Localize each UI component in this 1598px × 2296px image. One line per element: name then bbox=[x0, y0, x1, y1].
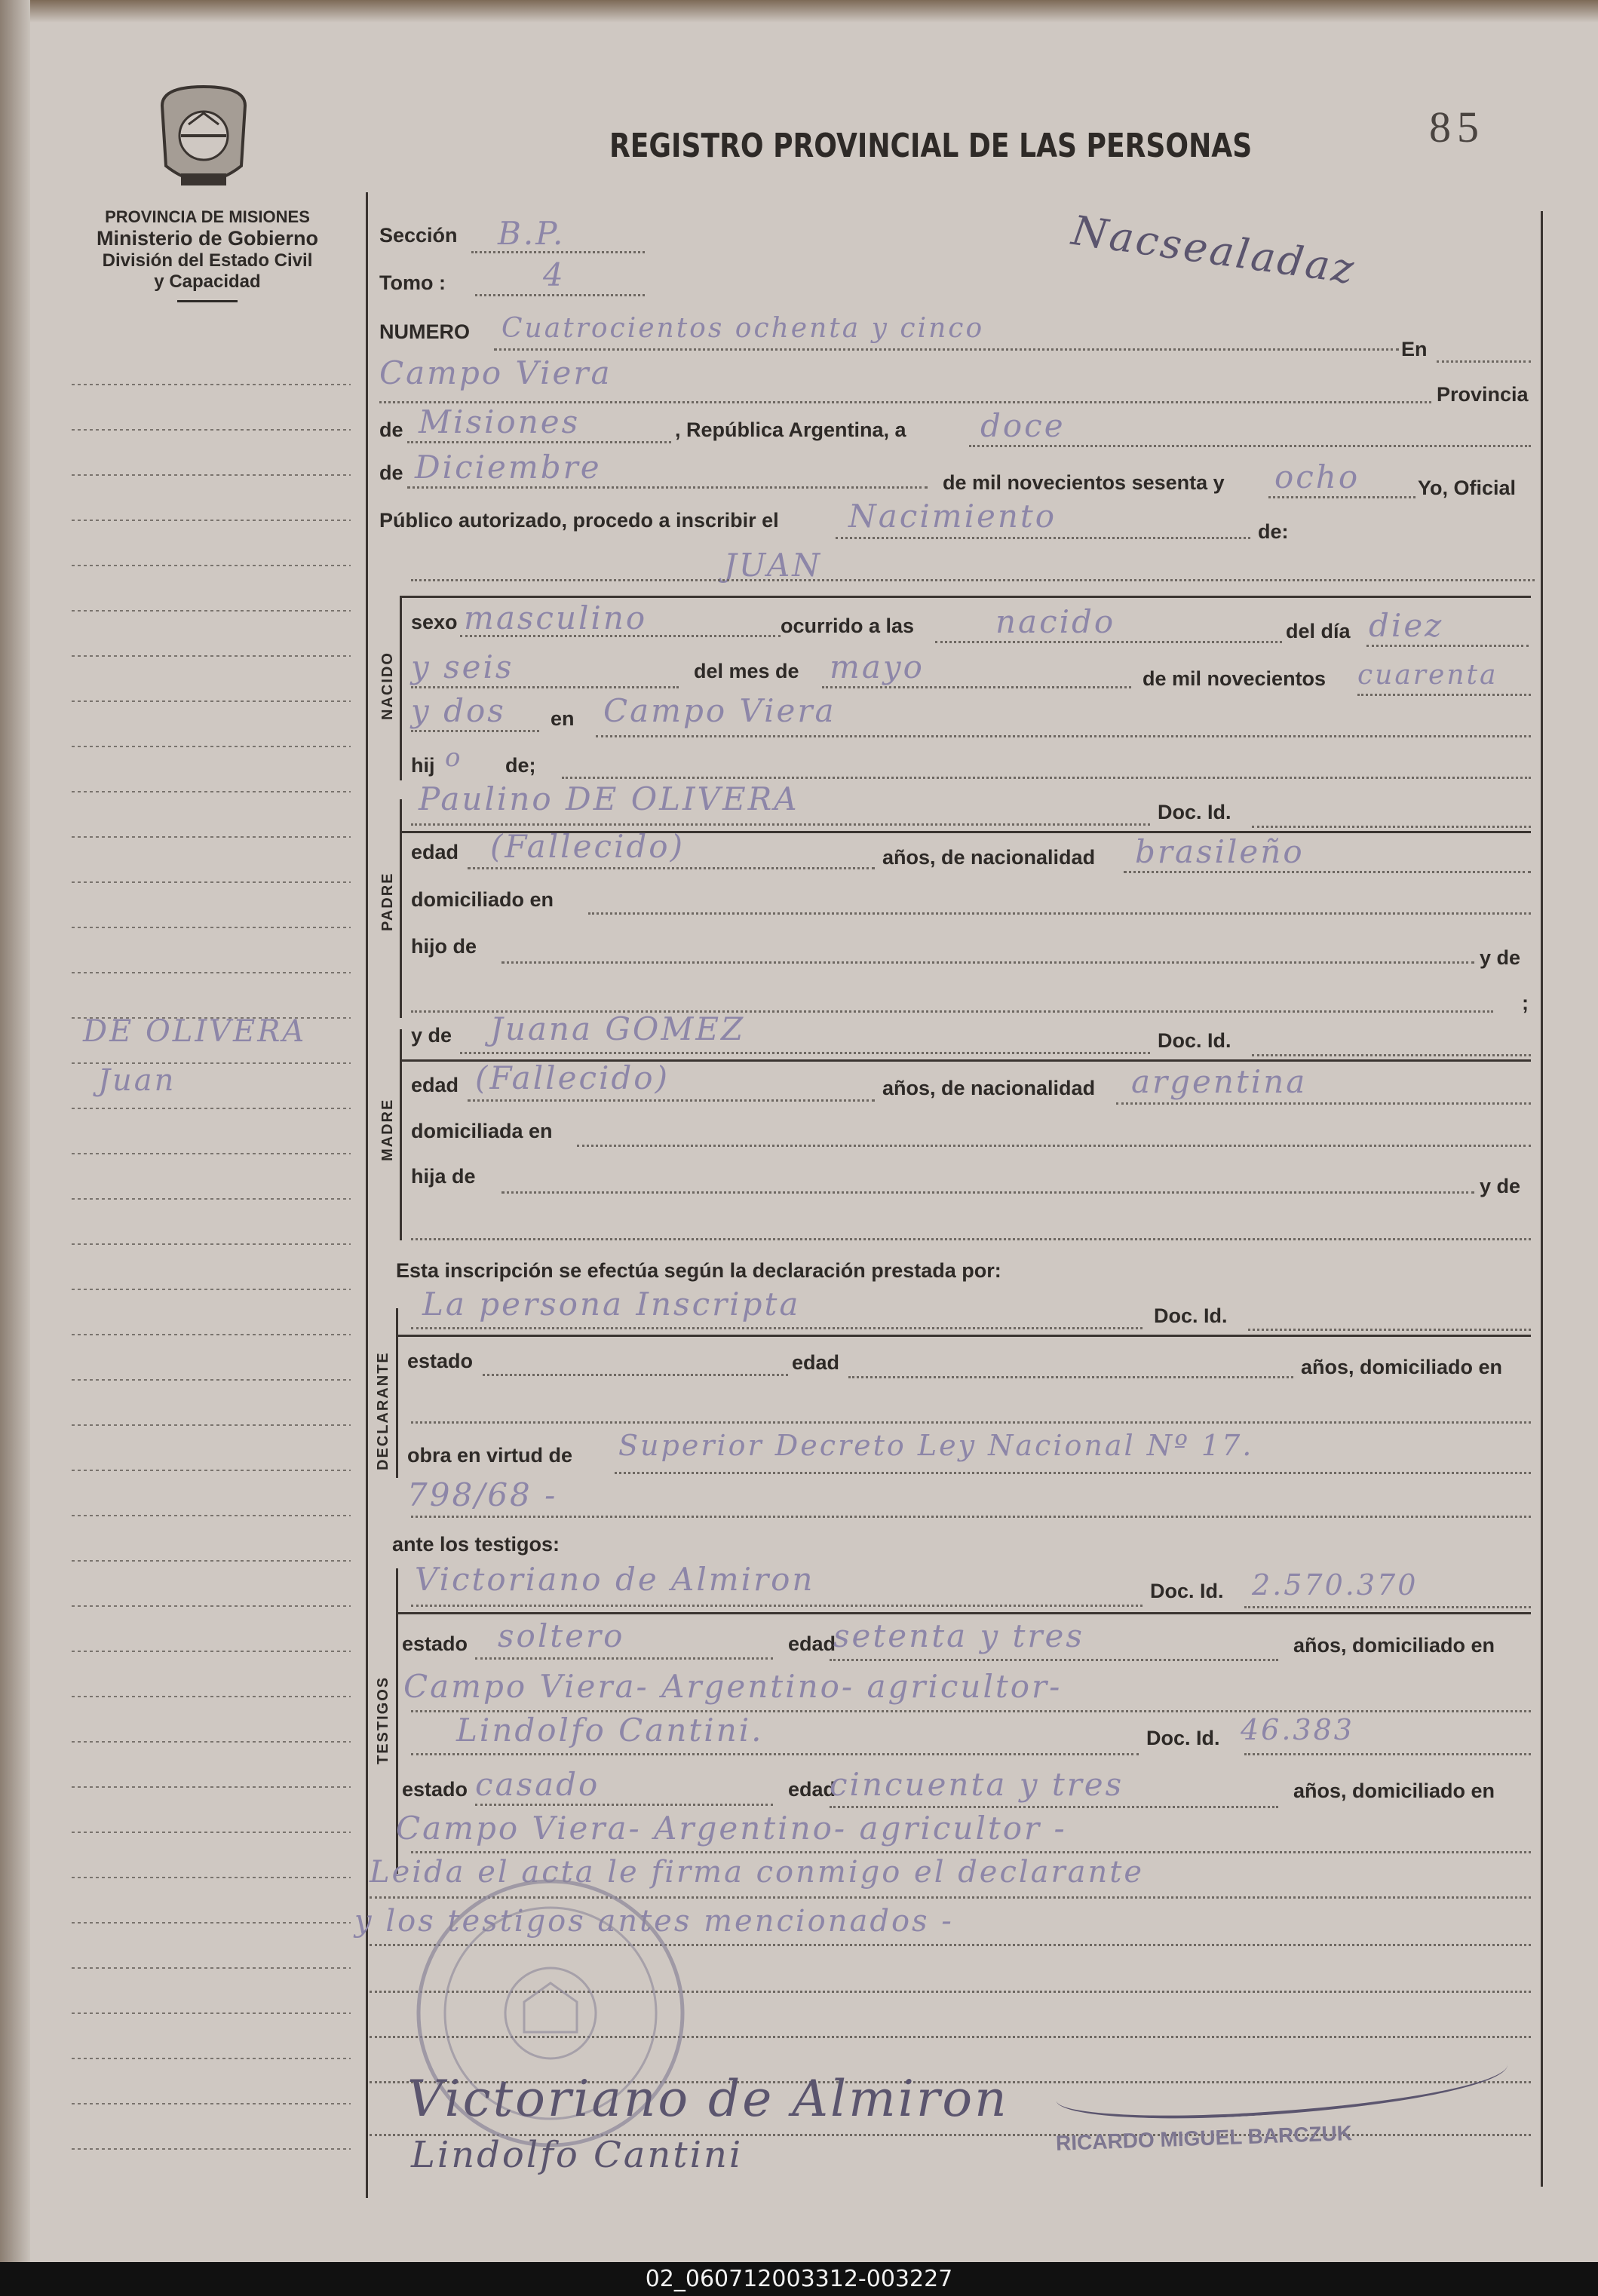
book-spine bbox=[0, 0, 30, 2262]
testigos-top-rule bbox=[396, 1612, 1531, 1614]
value-testigo1-nombre: Victoriano de Almiron bbox=[415, 1561, 815, 1598]
line-padre-edad bbox=[468, 867, 875, 869]
line-testigo2-edad bbox=[830, 1806, 1278, 1808]
value-testigo2-nombre: Lindolfo Cantini. bbox=[456, 1712, 764, 1749]
value-cierre-1: Leida el acta le firma conmigo el declarante bbox=[370, 1855, 1144, 1890]
value-anio-nac-2: y dos bbox=[411, 692, 506, 729]
label-madre-hija-de: hija de bbox=[411, 1165, 476, 1188]
page-top-edge bbox=[0, 0, 1598, 23]
line-madre-nombre bbox=[460, 1052, 1150, 1054]
value-padre-nac: brasileño bbox=[1135, 833, 1305, 870]
value-madre-edad: (Fallecido) bbox=[475, 1059, 670, 1096]
value-lugar: Campo Viera bbox=[379, 354, 612, 391]
line-mes bbox=[407, 486, 928, 489]
value-testigo1-doc: 2.570.370 bbox=[1252, 1568, 1419, 1602]
left-header bbox=[45, 207, 370, 302]
value-dia: doce bbox=[980, 407, 1066, 444]
line-madre-extra bbox=[411, 1238, 1531, 1240]
label-padre-y-de: y de bbox=[1480, 946, 1521, 969]
province-name: PROVINCIA DE MISIONES bbox=[105, 207, 310, 226]
division-name: División del Estado Civil bbox=[102, 250, 313, 271]
label-testigo2-doc: Doc. Id. bbox=[1146, 1727, 1220, 1749]
line-testigo1-estado bbox=[475, 1657, 773, 1660]
line-madre-edad bbox=[468, 1099, 875, 1102]
line-dia bbox=[969, 445, 1531, 447]
label-de-mil: de mil novecientos sesenta y bbox=[943, 471, 1225, 494]
value-seccion: B.P. bbox=[498, 215, 566, 252]
label-esta-inscripcion: Esta inscripción se efectúa según la declaración prestada por: bbox=[396, 1259, 1001, 1282]
label-testigo1-doc: Doc. Id. bbox=[1150, 1580, 1224, 1602]
label-declarante-doc: Doc. Id. bbox=[1154, 1304, 1228, 1327]
value-testigo2-doc: 46.383 bbox=[1241, 1713, 1354, 1746]
line-padre-doc bbox=[1252, 826, 1531, 828]
line-padre-dom bbox=[588, 912, 1531, 915]
label-madre-doc: Doc. Id. bbox=[1158, 1029, 1231, 1052]
section-nacido: NACIDO bbox=[379, 651, 396, 720]
label-padre-nac: años, de nacionalidad bbox=[882, 846, 1096, 869]
right-border-rule bbox=[1541, 211, 1543, 2187]
label-madre-dom: domiciliada en bbox=[411, 1120, 553, 1142]
value-anio: ocho bbox=[1274, 458, 1360, 495]
value-madre-nombre: Juana GOMEZ bbox=[490, 1010, 746, 1047]
line-anio-nac bbox=[1357, 694, 1531, 696]
label-padre-edad: edad bbox=[411, 841, 459, 863]
line-madre-doc bbox=[1252, 1054, 1531, 1056]
label-testigo1-edad: edad bbox=[788, 1632, 836, 1655]
label-del-dia: del día bbox=[1286, 620, 1351, 642]
label-declarante-edad: edad bbox=[792, 1351, 840, 1374]
line-mes-nac bbox=[822, 686, 1131, 688]
header-divider bbox=[177, 300, 238, 302]
value-numero: Cuatrocientos ochenta y cinco bbox=[501, 313, 985, 344]
value-tomo: 4 bbox=[543, 256, 566, 293]
value-acto: Nacimiento bbox=[848, 498, 1057, 535]
page-number: 85 bbox=[1429, 103, 1485, 152]
line-declarante-edad bbox=[848, 1376, 1293, 1378]
label-tomo: Tomo : bbox=[379, 271, 446, 294]
label-madre-y-de-2: y de bbox=[1480, 1175, 1521, 1197]
label-publico: Público autorizado, procedo a inscribir el bbox=[379, 509, 779, 532]
line-lugar-nac bbox=[596, 735, 1531, 737]
line-declarante-estado bbox=[483, 1374, 788, 1376]
line-anio bbox=[1268, 496, 1416, 498]
value-provincia: Misiones bbox=[419, 403, 581, 440]
line-padre-nombre bbox=[411, 823, 1150, 826]
label-yo-oficial: Yo, Oficial bbox=[1418, 477, 1517, 499]
registrar-signature-flourish bbox=[1054, 2039, 1510, 2126]
label-en: En bbox=[1401, 338, 1428, 360]
value-hijo-suffix: o bbox=[445, 743, 463, 773]
value-lugar-nac: Campo Viera bbox=[603, 692, 836, 729]
label-sexo: sexo bbox=[411, 611, 458, 633]
value-anio-nac-1: cuarenta bbox=[1357, 660, 1498, 691]
value-declarante: La persona Inscripta bbox=[422, 1286, 801, 1323]
label-padre-doc: Doc. Id. bbox=[1158, 801, 1231, 823]
value-testigo2-estado: casado bbox=[475, 1766, 600, 1803]
line-dia-nac bbox=[1366, 645, 1529, 647]
value-testigo2-dom: Campo Viera- Argentino- agricultor - bbox=[396, 1810, 1067, 1847]
line-provincia bbox=[407, 441, 671, 443]
value-sexo: masculino bbox=[464, 599, 648, 636]
margin-name: Juan bbox=[98, 1063, 176, 1098]
label-seccion: Sección bbox=[379, 224, 458, 247]
label-declarante-estado: estado bbox=[407, 1350, 474, 1372]
value-cierre-2: y los testigos antes mencionados - bbox=[354, 1904, 954, 1939]
line-testigo1-nombre bbox=[411, 1605, 1143, 1607]
coat-of-arms-icon bbox=[155, 83, 253, 196]
label-republica: , República Argentina, a bbox=[675, 418, 906, 441]
line-dia-nac-2 bbox=[411, 686, 679, 688]
label-de-mil-nov: de mil novecientos bbox=[1143, 667, 1327, 690]
value-testigo1-estado: soltero bbox=[498, 1617, 625, 1654]
line-padre-hijo-de bbox=[501, 961, 1474, 964]
value-nombre: JUAN bbox=[724, 547, 823, 584]
margin-surname: DE OLIVERA bbox=[83, 1014, 307, 1049]
label-testigo1-anos: años, domiciliado en bbox=[1293, 1634, 1495, 1657]
value-testigo2-edad: cincuenta y tres bbox=[830, 1766, 1124, 1803]
label-madre-edad: edad bbox=[411, 1074, 459, 1096]
line-ocurrido bbox=[935, 641, 1282, 643]
label-de-1: de bbox=[379, 418, 403, 441]
division-sub: y Capacidad bbox=[154, 271, 261, 292]
line-hijo bbox=[562, 777, 1531, 779]
nacido-top-rule bbox=[400, 596, 1531, 598]
value-testigo1-dom: Campo Viera- Argentino- agricultor- bbox=[403, 1668, 1063, 1705]
line-testigo2-nombre bbox=[411, 1753, 1139, 1755]
line-padre-nac bbox=[1124, 871, 1531, 873]
value-dia-nac-1: diez bbox=[1369, 607, 1444, 644]
registrar-signature: Nacsealadaz bbox=[1069, 206, 1359, 294]
value-padre-nombre: Paulino DE OLIVERA bbox=[419, 780, 799, 817]
line-declarante bbox=[411, 1327, 1143, 1329]
line-testigo2-dom bbox=[411, 1851, 1531, 1853]
label-de-semicolon: de; bbox=[505, 754, 536, 777]
ministry-name: Ministerio de Gobierno bbox=[96, 227, 319, 250]
label-de-colon: de: bbox=[1258, 520, 1289, 543]
stamp-official-name: RICARDO MIGUEL BARCZUK bbox=[1055, 2121, 1353, 2155]
line-acto bbox=[836, 537, 1250, 539]
section-padre: PADRE bbox=[379, 872, 396, 931]
value-mes-nac: mayo bbox=[830, 648, 925, 685]
label-padre-hijo-de: hijo de bbox=[411, 935, 477, 958]
value-obra-1: Superior Decreto Ley Nacional Nº 17. bbox=[618, 1429, 1254, 1462]
label-padre-dom: domiciliado en bbox=[411, 888, 554, 911]
label-numero: NUMERO bbox=[379, 320, 470, 343]
line-testigo1-doc bbox=[1244, 1606, 1531, 1608]
main-vertical-rule bbox=[366, 192, 368, 2198]
line-tomo bbox=[475, 294, 645, 296]
section-testigos: TESTIGOS bbox=[375, 1675, 391, 1764]
label-ocurrido: ocurrido a las bbox=[781, 615, 915, 637]
section-declarante: DECLARANTE bbox=[375, 1351, 391, 1470]
line-testigo1-edad bbox=[830, 1659, 1278, 1661]
label-ante: ante los testigos: bbox=[392, 1533, 560, 1556]
declarante-top-rule bbox=[396, 1335, 1531, 1337]
label-en-nac: en bbox=[551, 707, 575, 730]
label-madre-nac: años, de nacionalidad bbox=[882, 1077, 1096, 1099]
label-testigo2-estado: estado bbox=[402, 1778, 468, 1801]
label-provincia: Provincia bbox=[1437, 383, 1529, 406]
label-obra: obra en virtud de bbox=[407, 1444, 573, 1467]
line-madre-hija-de bbox=[501, 1191, 1474, 1194]
signature-testigo-2: Lindolfo Cantini bbox=[411, 2134, 744, 2176]
declarante-vertical-rule bbox=[396, 1308, 398, 1478]
line-en bbox=[1437, 360, 1531, 363]
signature-testigo-1: Victoriano de Almiron bbox=[407, 2070, 1009, 2128]
label-testigo1-estado: estado bbox=[402, 1632, 468, 1655]
section-madre: MADRE bbox=[379, 1098, 396, 1161]
value-madre-nac: argentina bbox=[1131, 1063, 1308, 1100]
line-obra bbox=[615, 1472, 1531, 1474]
line-anio-nac-2 bbox=[411, 730, 539, 732]
label-hijo: hij bbox=[411, 754, 435, 777]
line-testigo2-estado bbox=[475, 1804, 773, 1806]
line-declarante-doc bbox=[1248, 1329, 1531, 1331]
line-numero bbox=[494, 348, 1399, 351]
label-testigo2-anos: años, domiciliado en bbox=[1293, 1779, 1495, 1802]
line-declarante-dom bbox=[411, 1421, 1531, 1424]
value-ocurrido: nacido bbox=[995, 603, 1116, 640]
image-footer-code: 02_060712003312-003227 bbox=[0, 2262, 1598, 2296]
value-testigo1-edad: setenta y tres bbox=[833, 1617, 1084, 1654]
value-obra-2: 798/68 - bbox=[407, 1476, 558, 1513]
label-madre-y-de: y de bbox=[411, 1024, 452, 1047]
margin-lines bbox=[72, 377, 351, 2187]
line-nombre bbox=[411, 579, 1535, 581]
line-obra-2 bbox=[411, 1516, 1531, 1518]
line-madre-nac bbox=[1116, 1102, 1531, 1105]
line-madre-dom bbox=[577, 1145, 1531, 1147]
value-mes: Diciembre bbox=[415, 449, 602, 486]
line-testigo2-doc bbox=[1244, 1753, 1531, 1755]
label-testigo2-edad: edad bbox=[788, 1778, 836, 1801]
page-title: REGISTRO PROVINCIAL DE LAS PERSONAS bbox=[609, 127, 1253, 165]
nacido-vertical-rule bbox=[400, 596, 402, 780]
label-del-mes: del mes de bbox=[694, 660, 799, 682]
value-dia-nac-2: y seis bbox=[411, 648, 514, 685]
value-padre-edad: (Fallecido) bbox=[490, 828, 685, 865]
label-padre-semicolon: ; bbox=[1522, 992, 1529, 1014]
label-de-2: de bbox=[379, 461, 403, 484]
label-declarante-anos: años, domiciliado en bbox=[1301, 1356, 1503, 1378]
